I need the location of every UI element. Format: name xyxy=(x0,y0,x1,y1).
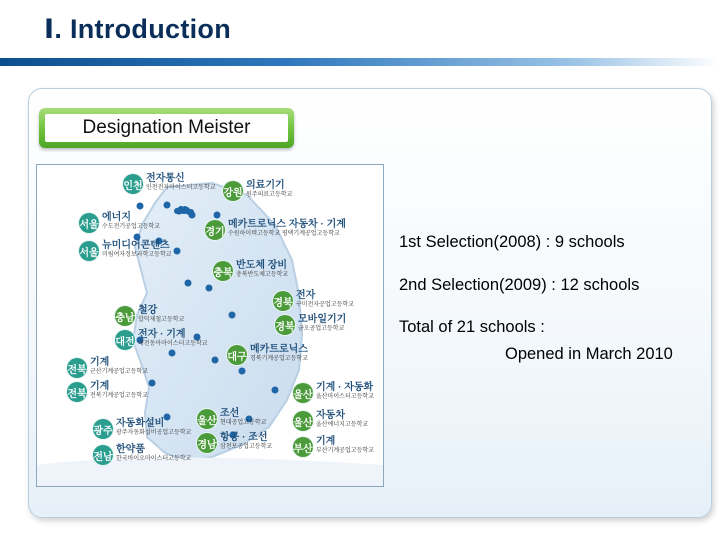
korea-meister-school-map xyxy=(36,164,384,487)
field-label: 전자통신 xyxy=(146,173,185,184)
region-badge: 부산 xyxy=(293,437,313,457)
school-label: 전북기계공업고등학교 xyxy=(90,392,148,399)
map-label-chungbuk xyxy=(213,261,288,281)
school-label: 울산마이스터고등학교 xyxy=(316,393,374,400)
school-label: 부산기계공업고등학교 xyxy=(316,447,374,454)
map-label-daejeon xyxy=(115,330,208,350)
region-badge: 인천 xyxy=(123,174,143,194)
field-label: 기계 xyxy=(90,381,110,392)
field-label: 의료기기 xyxy=(246,180,285,191)
map-label-ulsan-shipbuilding xyxy=(197,409,266,429)
opening-date-text: Opened in March 2010 xyxy=(505,345,673,363)
map-label-ulsan-auto xyxy=(293,411,368,431)
field-label: 자동차 xyxy=(316,410,345,421)
school-label: 삼천포공업고등학교 xyxy=(220,443,273,450)
map-label-gwangju xyxy=(93,419,191,439)
field-label: 전자 · 기계 xyxy=(138,329,186,340)
designation-tag-label: Designation Meister xyxy=(45,114,288,142)
field-label: 철강 xyxy=(138,305,158,316)
map-label-jeonnam xyxy=(93,445,191,465)
map-label-busan xyxy=(293,437,374,457)
map-label-gangwon xyxy=(223,181,292,201)
map-label-gyeonggi xyxy=(205,220,346,240)
field-label: 한약품 xyxy=(116,444,145,455)
map-label-jeonbuk-2 xyxy=(67,382,148,402)
region-badge: 경기 xyxy=(205,220,225,240)
map-label-gyeongnam xyxy=(197,433,272,453)
school-label: 대전동아마이스터고등학교 xyxy=(138,340,208,347)
school-label: 광주자동화설비공업고등학교 xyxy=(116,429,192,436)
school-label: 경북기계공업고등학교 xyxy=(250,355,308,362)
region-badge: 울산 xyxy=(293,411,313,431)
school-label: 구미전자공업고등학교 xyxy=(296,301,354,308)
region-badge: 경남 xyxy=(197,433,217,453)
region-badge: 대전 xyxy=(115,330,135,350)
region-badge: 경북 xyxy=(275,315,295,335)
school-label: 한국바이오마이스터고등학교 xyxy=(116,455,192,462)
map-label-chungnam xyxy=(115,306,184,326)
total-schools-text: Total of 21 schools : xyxy=(399,318,545,336)
school-label: 인천전자마이스터고등학교 xyxy=(146,184,216,191)
map-label-seoul-media xyxy=(79,241,172,261)
slide-title: Ⅰ. Introduction xyxy=(44,14,232,44)
field-label: 기계 xyxy=(316,436,336,447)
title-underline xyxy=(0,58,720,66)
first-selection-text: 1st Selection(2008) : 9 schools xyxy=(399,233,625,251)
region-badge: 강원 xyxy=(223,181,243,201)
map-label-ulsan-machine xyxy=(293,383,374,403)
school-label: 현대공업고등학교 xyxy=(220,419,267,426)
school-label: 수도전기공업고등학교 xyxy=(102,223,160,230)
map-label-incheon xyxy=(123,174,216,194)
region-badge: 충북 xyxy=(213,261,233,281)
school-label: 울산에너지고등학교 xyxy=(316,421,369,428)
school-label: 합덕제철고등학교 xyxy=(138,316,185,323)
map-label-gyeongbuk-electronics xyxy=(273,291,354,311)
region-badge: 울산 xyxy=(293,383,313,403)
field-label: 뉴미디어콘텐츠 xyxy=(102,240,170,251)
school-label: 충북반도체고등학교 xyxy=(236,271,289,278)
field-label: 전자 xyxy=(296,290,316,301)
second-selection-text: 2nd Selection(2009) : 12 schools xyxy=(399,276,640,294)
region-badge: 경북 xyxy=(273,291,293,311)
school-label: 원주의료고등학교 xyxy=(246,191,293,198)
region-badge: 전북 xyxy=(67,358,87,378)
field-label: 모바일기기 xyxy=(298,314,347,325)
field-label: 기계 xyxy=(90,357,110,368)
map-label-daegu xyxy=(227,345,308,365)
field-label: 항공 · 조선 xyxy=(220,432,268,443)
map-label-seoul-energy xyxy=(79,213,160,233)
school-label: 미림여자정보과학고등학교 xyxy=(102,251,172,258)
region-badge: 충남 xyxy=(115,306,135,326)
school-label: 수원하이텍고등학교 평택기계공업고등학교 xyxy=(228,230,340,237)
field-label: 조선 xyxy=(220,408,240,419)
designation-tag xyxy=(39,108,294,148)
region-badge: 서울 xyxy=(79,241,99,261)
region-badge: 전남 xyxy=(93,445,113,465)
school-label: 군산기계공업고등학교 xyxy=(90,368,148,375)
region-badge: 광주 xyxy=(93,419,113,439)
school-label: 금오공업고등학교 xyxy=(298,325,345,332)
field-label: 에너지 xyxy=(102,212,131,223)
region-badge: 대구 xyxy=(227,345,247,365)
map-label-gyeongbuk-mobile xyxy=(275,315,346,335)
field-label: 기계 · 자동화 xyxy=(316,382,374,393)
field-label: 반도체 장비 xyxy=(236,260,288,271)
field-label: 자동화설비 xyxy=(116,418,165,429)
region-badge: 울산 xyxy=(197,409,217,429)
field-label: 메카트로닉스 xyxy=(250,344,308,355)
region-badge: 전북 xyxy=(67,382,87,402)
region-badge: 서울 xyxy=(79,213,99,233)
map-label-jeonbuk-1 xyxy=(67,358,148,378)
field-label: 메카트로닉스 자동차 · 기계 xyxy=(228,219,346,230)
